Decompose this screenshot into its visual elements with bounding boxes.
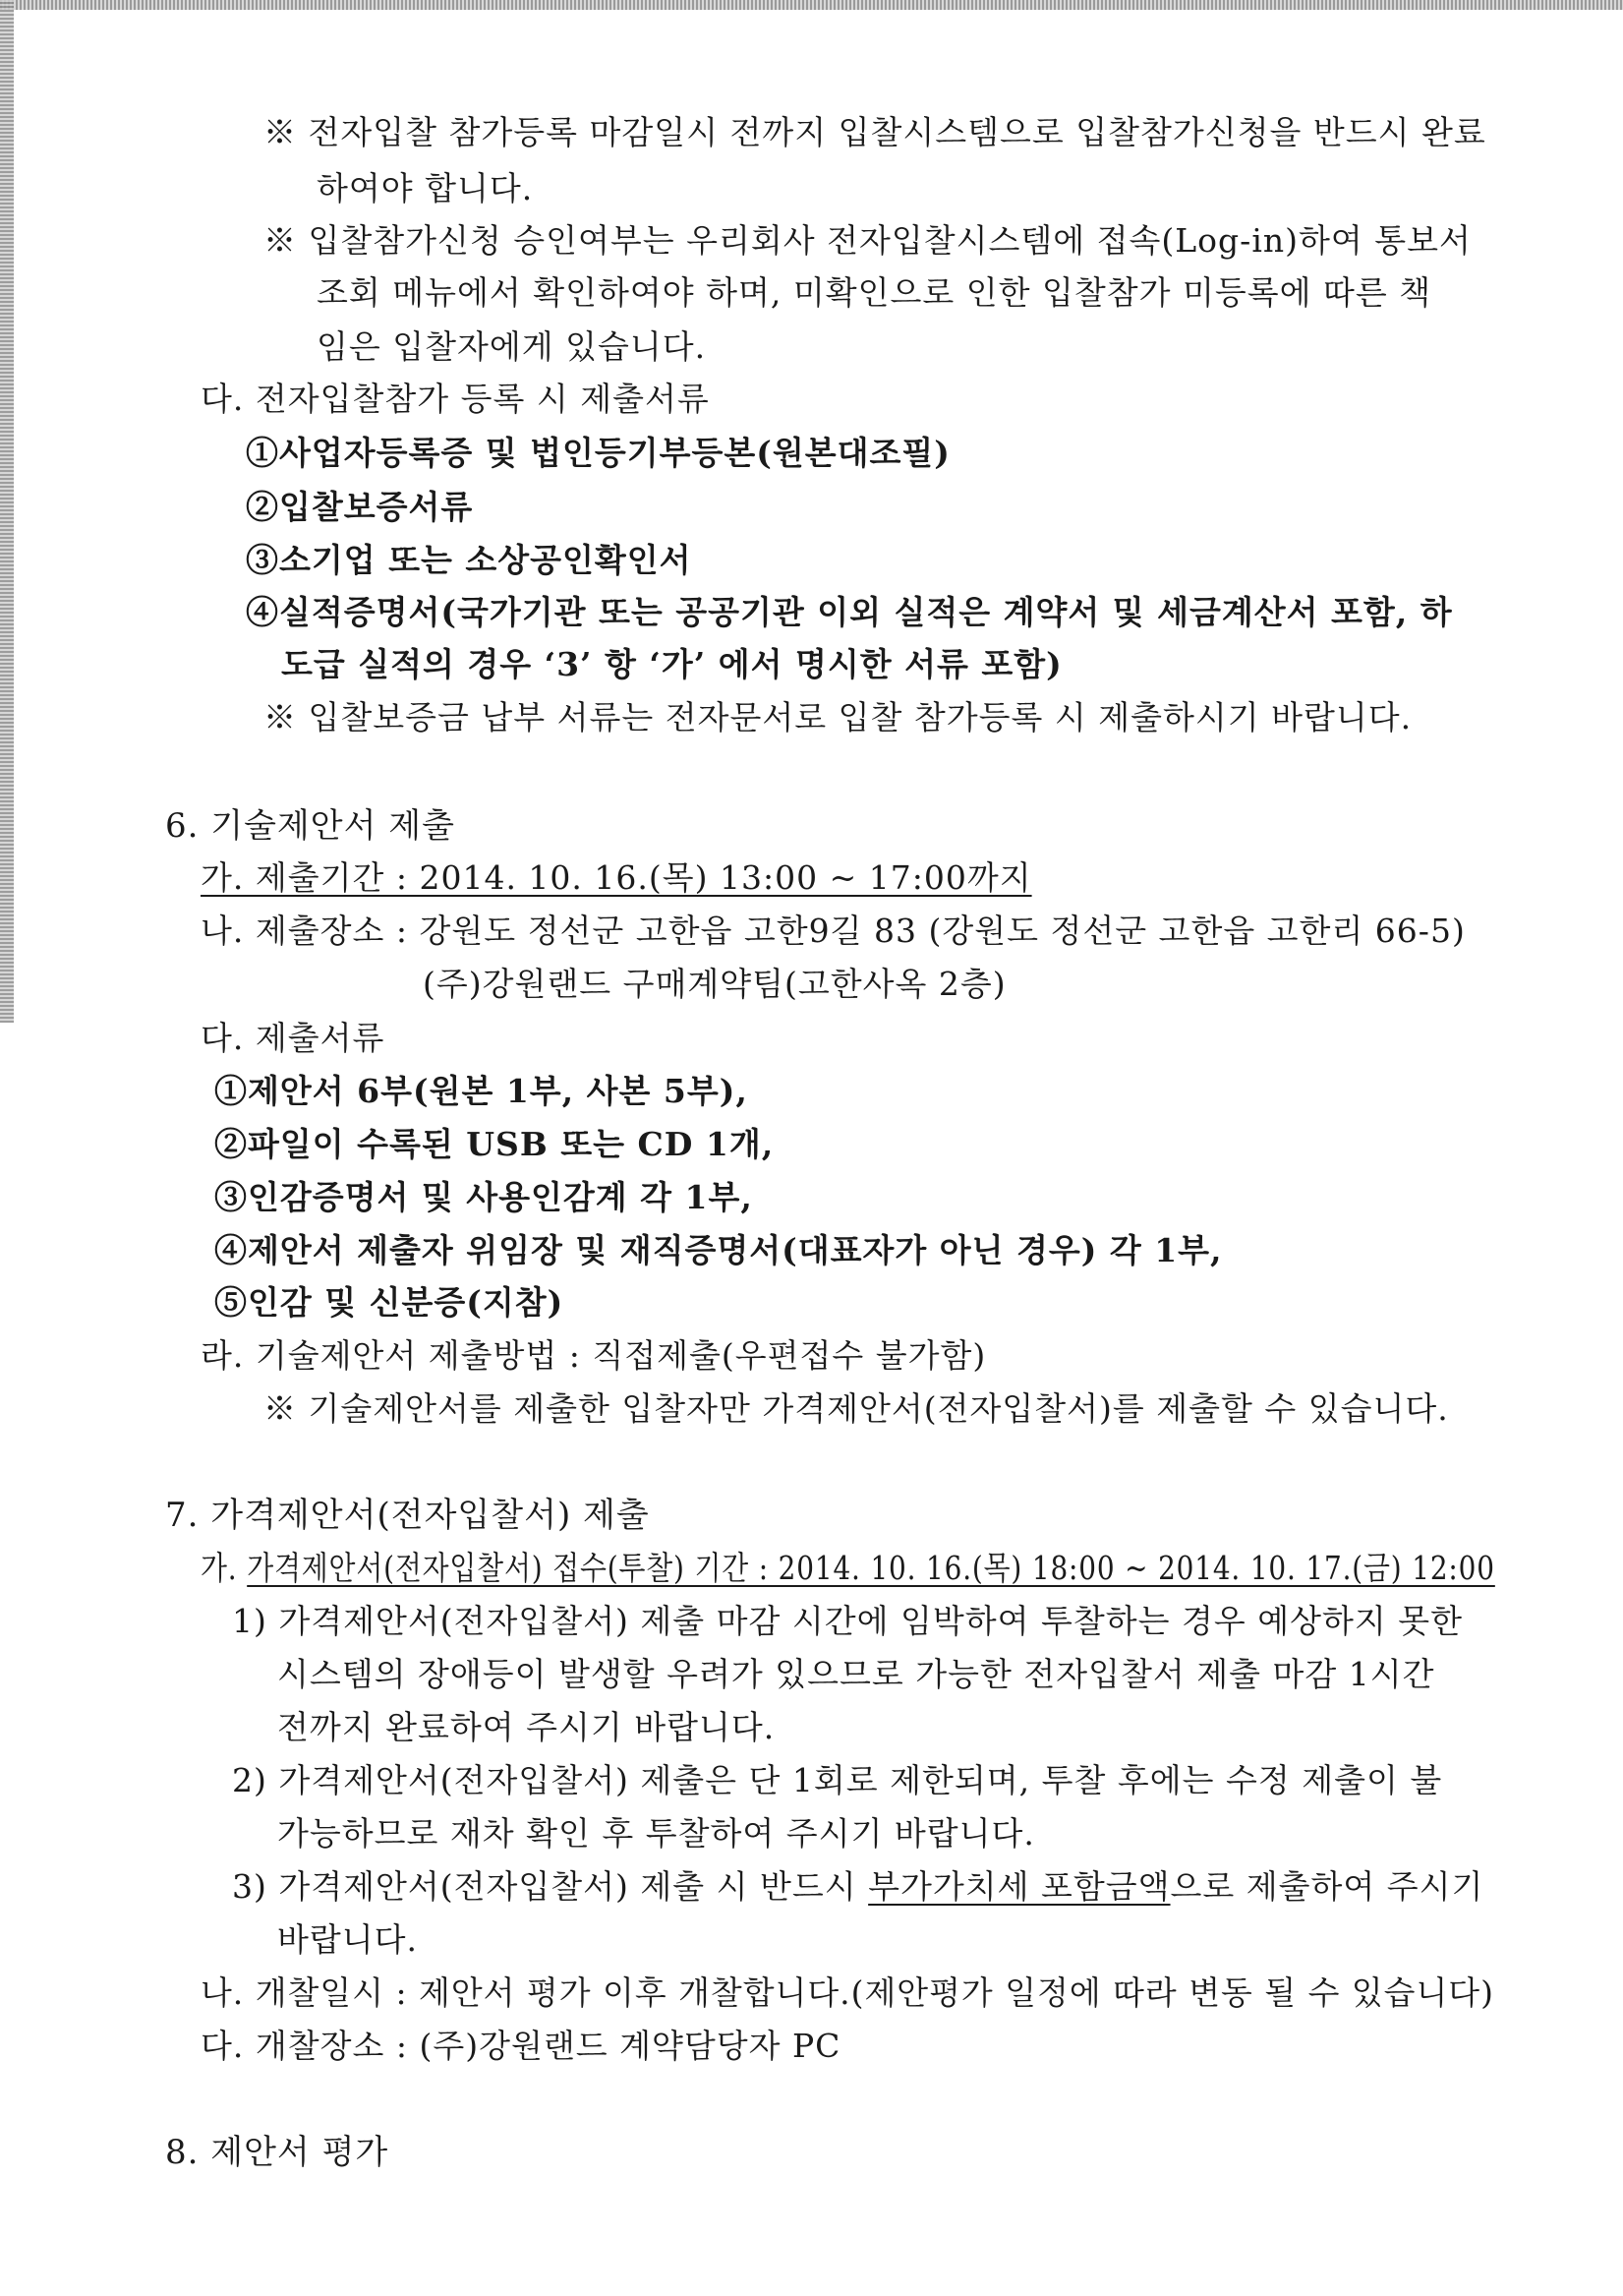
paragraph-text: 3) 가격제안서(전자입찰서) 제출 시 반드시 xyxy=(232,1867,869,1906)
paragraph-text: 으로 제출하여 주시기 xyxy=(1170,1867,1484,1906)
submission-place-line2: (주)강원랜드 구매계약팀(고한사옥 2층) xyxy=(423,965,1007,1003)
required-doc-item: 도급 실적의 경우 ‘3’ 항 ‘가’ 에서 명시한 서류 포함) xyxy=(281,645,1063,683)
note-line: 조회 메뉴에서 확인하여야 하며, 미확인으로 인한 입찰참가 미등록에 따른 책 xyxy=(317,273,1432,312)
submission-period: 가. 제출기간 : 2014. 10. 16.(목) 13:00 ~ 17:00까지 xyxy=(201,858,1032,897)
submission-doc-item: ③인감증명서 및 사용인감계 각 1부, xyxy=(214,1178,753,1216)
note-line: ※ 입찰보증금 납부 서류는 전자문서로 입찰 참가등록 시 제출하시기 바랍니다. xyxy=(263,698,1413,736)
numbered-paragraph: 1) 가격제안서(전자입찰서) 제출 마감 시간에 임박하여 투찰하는 경우 예상하지 못한 xyxy=(232,1602,1464,1640)
paragraph-line: 바랍니다. xyxy=(277,1920,419,1959)
subsection-heading: 다. 제출서류 xyxy=(201,1019,385,1057)
section-heading: 6. 기술제안서 제출 xyxy=(165,806,455,846)
bid-period-text: 가격제안서(전자입찰서) 접수(투찰) 기간 : 2014. 10. 16.(목) 18:00 ~ 2014. 10. 17.(금) 12:00 xyxy=(247,1549,1495,1587)
required-doc-item: ③소기업 또는 소상공인확인서 xyxy=(246,541,692,579)
paragraph-line: 전까지 완료하여 주시기 바랍니다. xyxy=(277,1708,776,1746)
numbered-paragraph: 2) 가격제안서(전자입찰서) 제출은 단 1회로 제한되며, 투찰 후에는 수정 제출이 불 xyxy=(232,1761,1443,1799)
required-doc-item: ②입찰보증서류 xyxy=(246,488,474,526)
numbered-paragraph xyxy=(232,1865,1483,1909)
section-heading: 8. 제안서 평가 xyxy=(165,2133,389,2172)
submission-doc-item: ①제안서 6부(원본 1부, 사본 5부), xyxy=(214,1072,748,1110)
required-doc-item: ①사업자등록증 및 법인등기부등본(원본대조필) xyxy=(246,434,951,472)
opening-date: 나. 개찰일시 : 제안서 평가 이후 개찰합니다.(제안평가 일정에 따라 변동 될 수 있습니다) xyxy=(201,1973,1494,2012)
submission-place: 나. 제출장소 : 강원도 정선군 고한읍 고한9길 83 (강원도 정선군 고한읍 고한리 66-5) xyxy=(201,912,1466,950)
note-line: 하여야 합니다. xyxy=(317,169,534,207)
scan-edge-left xyxy=(0,0,14,1023)
note-line: 임은 입찰자에게 있습니다. xyxy=(317,327,707,366)
subsection-heading: 다. 전자입찰참가 등록 시 제출서류 xyxy=(201,380,710,418)
note-line: ※ 전자입찰 참가등록 마감일시 전까지 입찰시스템으로 입찰참가신청을 반드시 완료 xyxy=(263,113,1486,151)
section-heading: 7. 가격제안서(전자입찰서) 제출 xyxy=(165,1496,650,1535)
opening-place: 다. 개찰장소 : (주)강원랜드 계약담당자 PC xyxy=(201,2027,841,2065)
paragraph-line: 가능하므로 재차 확인 후 투찰하여 주시기 바랍니다. xyxy=(277,1814,1035,1853)
note-line: ※ 기술제안서를 제출한 입찰자만 가격제안서(전자입찰서)를 제출할 수 있습니다. xyxy=(263,1389,1449,1428)
note-line: ※ 입찰참가신청 승인여부는 우리회사 전자입찰시스템에 접속(Log-in)하여 통보서 xyxy=(263,221,1472,260)
vat-included-amount: 부가가치세 포함금액 xyxy=(868,1867,1171,1906)
submission-doc-item: ④제안서 제출자 위임장 및 재직증명서(대표자가 아닌 경우) 각 1부, xyxy=(214,1231,1223,1269)
submission-method: 라. 기술제안서 제출방법 : 직접제출(우편접수 불가함) xyxy=(201,1336,987,1375)
required-doc-item: ④실적증명서(국가기관 또는 공공기관 이외 실적은 계약서 및 세금계산서 포함, 하 xyxy=(246,593,1453,631)
bid-period xyxy=(201,1547,1495,1590)
paragraph-line: 시스템의 장애등이 발생할 우려가 있으므로 가능한 전자입찰서 제출 마감 1시간 xyxy=(277,1655,1435,1693)
scan-edge-top xyxy=(0,0,1623,10)
submission-doc-item: ②파일이 수록된 USB 또는 CD 1개, xyxy=(214,1125,775,1163)
bid-period-prefix: 가. xyxy=(201,1549,248,1587)
submission-doc-item: ⑤인감 및 신분증(지참) xyxy=(214,1283,564,1322)
